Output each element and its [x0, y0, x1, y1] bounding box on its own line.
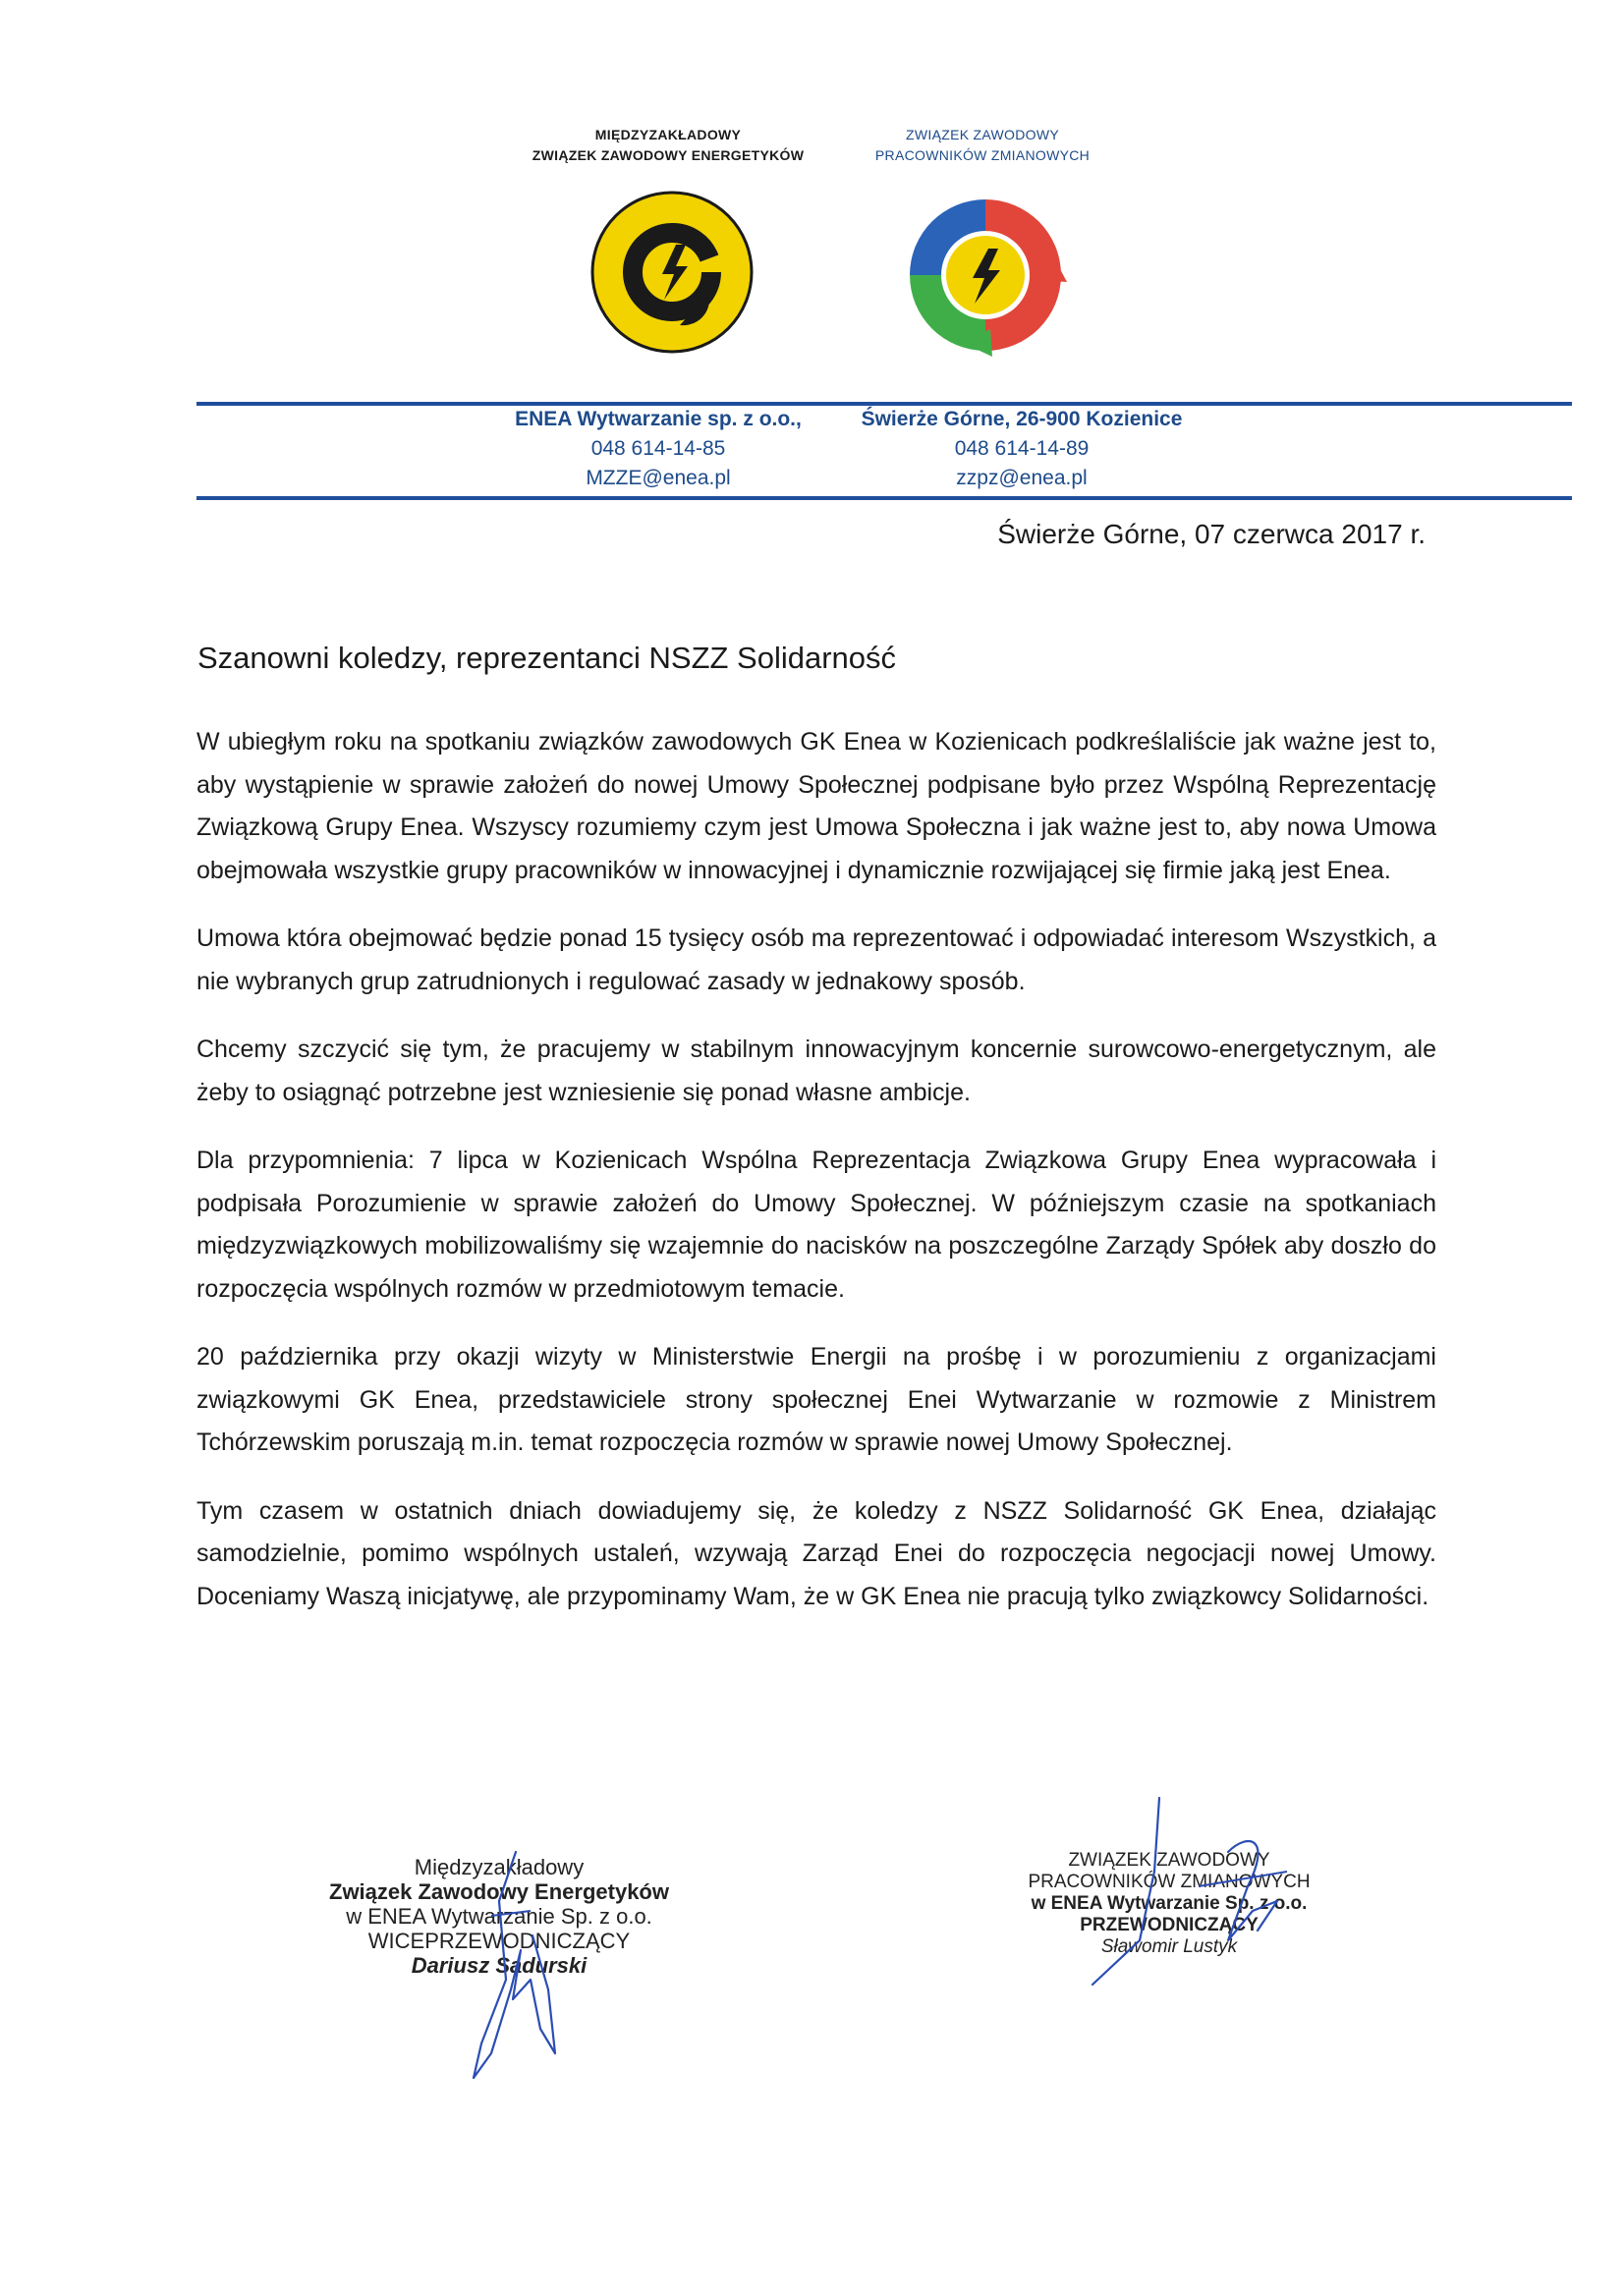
stamp-right-line3: w ENEA Wytwarzanie Sp. z o.o.	[1031, 1893, 1308, 1914]
contact-right-address: Świerże Górne, 26-900 Kozienice	[861, 408, 1183, 430]
paragraph-5: 20 października przy okazji wizyty w Ministerstwie Energii na prośbę i w porozumieniu z organizacjami związkowymi GK Enea, przedstawiciele strony społecznej Enei Wytwarzanie w rozmowie z Ministrem Tchórzewskim poruszają m.in. temat rozpoczęcia rozmów w sprawie nowej Umowy Społecznej.	[196, 1343, 1436, 1456]
left-org-line1: MIĘDZYZAKŁADOWY	[594, 127, 742, 142]
signature-left-icon	[462, 1842, 570, 2083]
contact-right-email: zzpz@enea.pl	[956, 467, 1088, 489]
paragraph-1: W ubiegłym roku na spotkaniu związków zawodowych GK Enea w Kozienicach podkreślaliście jak ważne jest to, aby wystąpienie w sprawie założeń do nowej Umowy Społecznej podpisane było przez Wspólną Reprezentację Związkową Grupy Enea. Wszyscy rozumiemy czym jest Umowa Społeczna i jak ważne jest to, aby nowa Umowa obejmowała wszystkie grupy pracowników w innowacyjnej i dynamicznie rozwijającej się firmie jaką jest Enea.	[196, 728, 1436, 884]
contact-left	[491, 405, 825, 493]
paragraph-6: Tym czasem w ostatnich dniach dowiadujemy się, że koledzy z NSZZ Solidarność GK Enea, działając samodzielnie, pomimo wspólnych ustaleń, wzywają Zarząd Enei do rozpoczęcia negocjacji nowej Umowy. Doceniamy Waszą inicjatywę, ale przypominamy Wam, że w GK Enea nie pracują tylko związkowcy Solidarności.	[196, 1496, 1436, 1610]
contact-left-email: MZZE@enea.pl	[586, 467, 731, 489]
letter-date: Świerże Górne, 07 czerwca 2017 r.	[997, 519, 1426, 549]
stamp-right-line1: ZWIĄZEK ZAWODOWY	[1068, 1850, 1270, 1871]
signature-right-icon	[1081, 1793, 1307, 1989]
stamp-left-line2: Związek Zawodowy Energetyków	[329, 1879, 669, 1904]
contact-left-phone: 048 614-14-85	[590, 437, 726, 460]
stamp-left-line4: WICEPRZEWODNICZĄCY	[367, 1929, 631, 1953]
paragraph-4: Dla przypomnienia: 7 lipca w Kozienicach Wspólna Reprezentacja Związkowa Grupy Enea wypracowała i podpisała Porozumienie w sprawie założeń do Umowy Społecznej. W późniejszym czasie na spotkaniach międzyzwiązkowych mobilizowaliśmy się wzajemnie do nacisków na poszczególne Zarządy Spółek aby doszło do rozpoczęcia wspólnych rozmów w przedmiotowym temacie.	[196, 1147, 1436, 1303]
zzpz-logo-icon	[904, 194, 1067, 357]
right-org-line1: ZWIĄZEK ZAWODOWY	[906, 127, 1059, 142]
right-org-name	[801, 125, 1164, 166]
stamp-left-line3: w ENEA Wytwarzanie Sp. z o.o.	[346, 1904, 652, 1929]
contact-right-phone: 048 614-14-89	[954, 437, 1090, 460]
stamp-right-line4: PRZEWODNICZĄCY	[1080, 1915, 1259, 1935]
contact-right	[835, 405, 1208, 493]
stamp-left-line1: Międzyzakładowy	[414, 1855, 585, 1879]
paragraph-2: Umowa która obejmować będzie ponad 15 tysięcy osób ma reprezentować i odpowiadać interesom Wszystkich, a nie wybranych grup zatrudnionych i regulować zasady w jednakowy sposób.	[196, 924, 1436, 995]
mzze-logo-icon	[589, 190, 755, 355]
salutation: Szanowni koledzy, reprezentanci NSZZ Solidarność	[197, 641, 897, 675]
left-org-line2: ZWIĄZEK ZAWODOWY ENERGETYKÓW	[532, 147, 805, 163]
stamp-left-name: Dariusz Sadurski	[411, 1953, 588, 1978]
contact-left-address: ENEA Wytwarzanie sp. z o.o.,	[515, 408, 802, 430]
stamp-right-line2: PRACOWNIKÓW ZMIANOWYCH	[1028, 1872, 1311, 1892]
right-org-line2: PRACOWNIKÓW ZMIANOWYCH	[874, 147, 1091, 163]
letter-body	[196, 721, 1436, 1644]
paragraph-3: Chcemy szczycić się tym, że pracujemy w stabilnym innowacyjnym koncernie surowcowo-energetycznym, ale żeby to osiągnąć potrzebne jest wzniesienie się ponad własne ambicje.	[196, 1036, 1436, 1106]
header-bottom-rule	[196, 496, 1572, 500]
stamp-right-name: Sławomir Lustyk	[1100, 1936, 1238, 1957]
